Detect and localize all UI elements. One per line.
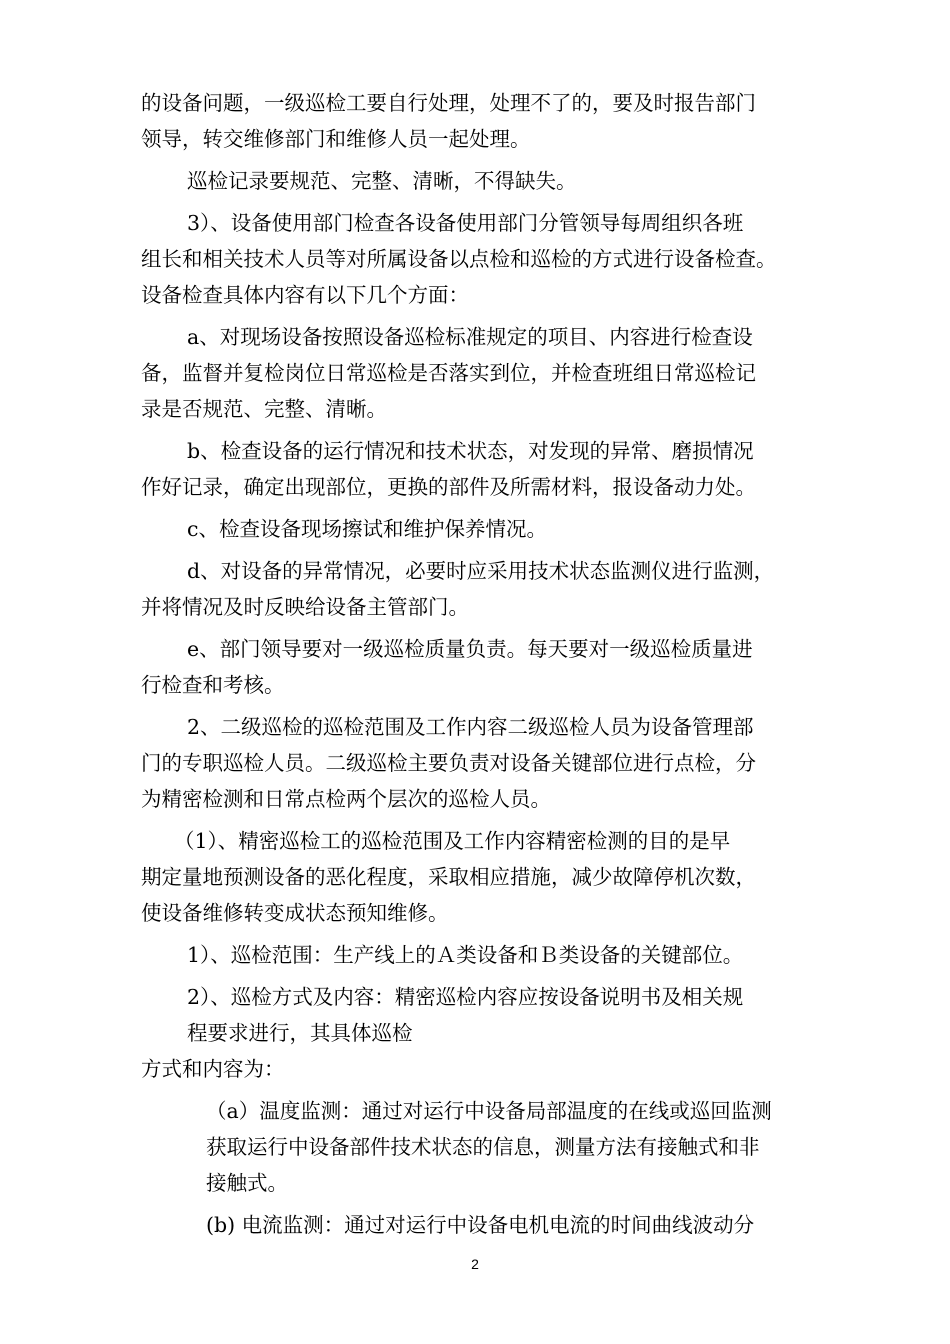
text-line: 为精密检测和日常点检两个层次的巡检人员。 xyxy=(141,787,551,811)
text-line: a、对现场设备按照设备巡检标准规定的项目、内容进行检查设 xyxy=(187,325,753,349)
text-line: 门的专职巡检人员。二级巡检主要负责对设备关键部位进行点检，分 xyxy=(141,751,756,775)
text-line: （1）、精密巡检工的巡检范围及工作内容精密检测的目的是早 xyxy=(174,829,731,853)
text-line: 巡检记录要规范、完整、清晰，不得缺失。 xyxy=(187,169,577,193)
text-line: 方式和内容为： xyxy=(141,1057,285,1081)
text-line: 设备检查具体内容有以下几个方面： xyxy=(141,283,469,307)
text-line: 录是否规范、完整、清晰。 xyxy=(141,397,387,421)
text-line: b、检查设备的运行情况和技术状态，对发现的异常、磨损情况 xyxy=(187,439,754,463)
text-line: 期定量地预测设备的恶化程度，采取相应措施，减少故障停机次数， xyxy=(141,865,756,889)
text-line: 备，监督并复检岗位日常巡检是否落实到位，并检查班组日常巡检记 xyxy=(141,361,756,385)
text-line: 接触式。 xyxy=(206,1171,288,1195)
text-line: 行检查和考核。 xyxy=(141,673,285,697)
text-line: (b) 电流监测：通过对运行中设备电机电流的时间曲线波动分 xyxy=(206,1213,755,1237)
text-line: 领导，转交维修部门和维修人员一起处理。 xyxy=(141,127,531,151)
text-line: 程要求进行，其具体巡检 xyxy=(187,1021,413,1045)
text-line: 1）、巡检范围：生产线上的Ａ类设备和Ｂ类设备的关键部位。 xyxy=(187,943,744,967)
text-line: 获取运行中设备部件技术状态的信息，测量方法有接触式和非 xyxy=(206,1135,760,1159)
text-line: 组长和相关技术人员等对所属设备以点检和巡检的方式进行设备检查。 xyxy=(141,247,777,271)
text-line: 2、二级巡检的巡检范围及工作内容二级巡检人员为设备管理部 xyxy=(187,715,754,739)
text-line: 3）、设备使用部门检查各设备使用部门分管领导每周组织各班 xyxy=(187,211,744,235)
text-line: 并将情况及时反映给设备主管部门。 xyxy=(141,595,469,619)
text-line: 使设备维修转变成状态预知维修。 xyxy=(141,901,449,925)
text-line: 的设备问题，一级巡检工要自行处理，处理不了的，要及时报告部门 xyxy=(141,91,756,115)
text-line: e、部门领导要对一级巡检质量负责。每天要对一级巡检质量进 xyxy=(187,637,753,661)
page-number: 2 xyxy=(471,1256,479,1272)
text-line: 2）、巡检方式及内容：精密巡检内容应按设备说明书及相关规 xyxy=(187,985,744,1009)
text-line: d、对设备的异常情况，必要时应采用技术状态监测仪进行监测， xyxy=(187,559,775,583)
text-line: （a）温度监测：通过对运行中设备局部温度的在线或巡回监测 xyxy=(206,1099,772,1123)
text-line: c、检查设备现场擦试和维护保养情况。 xyxy=(187,517,547,541)
text-line: 作好记录，确定出现部位，更换的部件及所需材料，报设备动力处。 xyxy=(141,475,756,499)
